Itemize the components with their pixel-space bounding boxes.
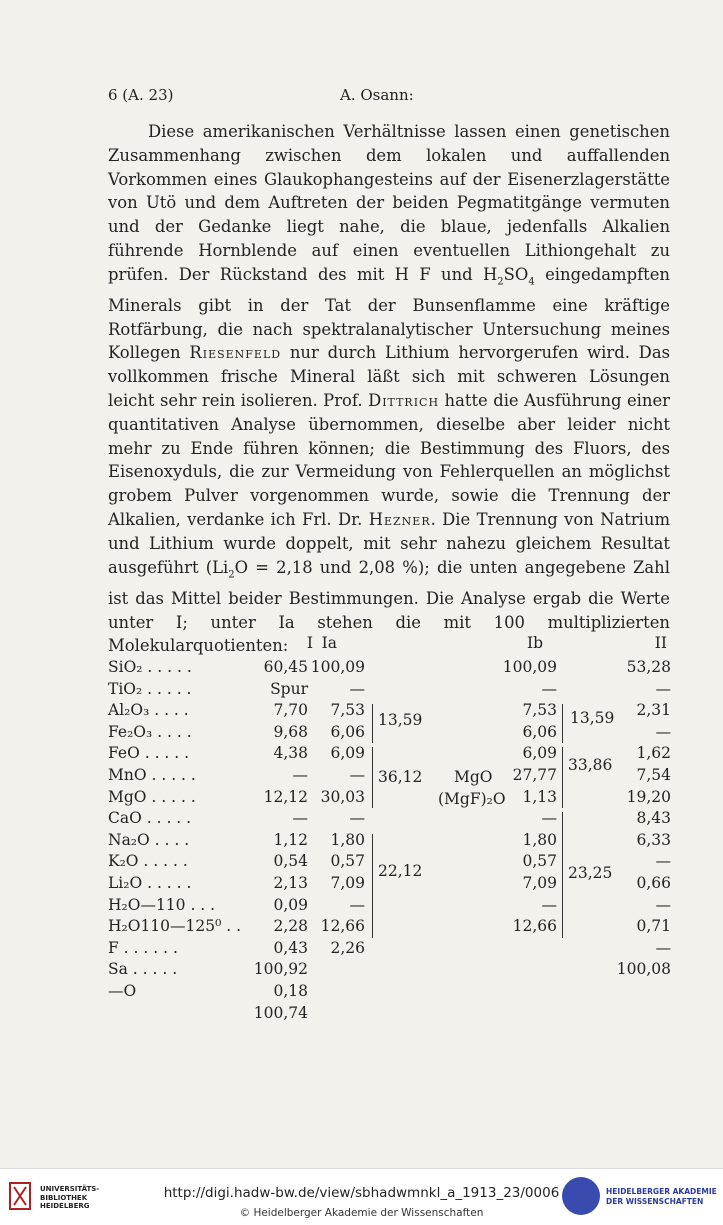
value-II: 1,62 bbox=[636, 744, 671, 763]
value-Ia: — bbox=[349, 895, 365, 914]
value-II: 100,08 bbox=[616, 960, 671, 979]
row-label: CaO . . . . . bbox=[108, 809, 192, 828]
value-I: Spur bbox=[270, 679, 308, 698]
value-Ia: 7,09 bbox=[330, 874, 365, 892]
mgf-label: (MgF)₂O bbox=[438, 789, 506, 808]
value-Ia: 2,26 bbox=[330, 938, 365, 957]
academy-seal-icon bbox=[562, 1177, 600, 1215]
value-Ib: 1,13 bbox=[522, 787, 557, 806]
row-label: MnO . . . . . bbox=[108, 766, 196, 784]
value-Ib: — bbox=[541, 895, 557, 914]
brace bbox=[368, 704, 373, 743]
value-Ia: — bbox=[349, 679, 365, 698]
value-Ib: — bbox=[541, 809, 557, 828]
column-header-I: I bbox=[306, 634, 313, 652]
value-I: 0,09 bbox=[273, 895, 308, 914]
group-sum-ia-2: 36,12 bbox=[378, 768, 423, 786]
value-I: — bbox=[292, 809, 308, 828]
value-Ia: 30,03 bbox=[320, 787, 365, 806]
value-I: 4,38 bbox=[273, 744, 308, 763]
value-I: 0,43 bbox=[273, 938, 308, 957]
page-number: 6 (A. 23) bbox=[108, 86, 174, 104]
value-I: — bbox=[292, 766, 308, 784]
brace bbox=[368, 747, 373, 808]
row-label: Sa . . . . . bbox=[108, 960, 178, 979]
value-II: 0,66 bbox=[636, 874, 671, 892]
column-header-II: II bbox=[654, 634, 667, 652]
value-Ia: 100,09 bbox=[310, 658, 365, 676]
row-label: MgO . . . . . bbox=[108, 787, 196, 806]
group-sum-ia-1: 13,59 bbox=[378, 711, 423, 730]
value-Ib: 0,57 bbox=[522, 852, 557, 871]
value-I: 0,54 bbox=[273, 852, 308, 871]
value-Ia: 6,09 bbox=[330, 744, 365, 763]
value-I: 9,68 bbox=[273, 722, 308, 741]
value-Ib: 27,77 bbox=[512, 766, 557, 784]
value-Ia: — bbox=[349, 766, 365, 784]
value-I: 100,92 bbox=[253, 960, 308, 979]
mgo-label: MgO bbox=[454, 768, 493, 786]
value-I: 12,12 bbox=[263, 787, 308, 806]
brace bbox=[558, 704, 563, 743]
value-Ia: 6,06 bbox=[330, 722, 365, 741]
group-sum-ia-3: 22,12 bbox=[378, 862, 423, 881]
name-hezner: Hezner bbox=[368, 510, 431, 530]
value-I: 2,13 bbox=[273, 874, 308, 892]
value-I: 7,70 bbox=[273, 701, 308, 720]
row-label: —O bbox=[108, 982, 137, 1000]
row-label: Al₂O₃ . . . . bbox=[108, 701, 189, 720]
para-text-3: nur durch Lithium hervorgerufen wird. Das vollkommen frische Mineral läßt sich mit schweren Lösungen leicht sehr rein isolieren. Prof. bbox=[108, 343, 670, 411]
source-url[interactable]: http://digi.hadw-bw.de/view/sbhadwmnkl_a_1913_23/0006 bbox=[163, 1185, 560, 1201]
value-II: — bbox=[655, 679, 671, 698]
value-II: — bbox=[655, 938, 671, 957]
value-I: 60,45 bbox=[263, 658, 308, 676]
value-Ia: 12,66 bbox=[320, 917, 365, 936]
group-sum-ib-1: 13,59 bbox=[570, 709, 615, 728]
copyright-notice: © Heidelberger Akademie der Wissenschaften bbox=[239, 1207, 484, 1219]
university-library-text: UNIVERSITÄTS- BIBLIOTHEK HEIDELBERG bbox=[40, 1185, 100, 1210]
column-header-Ib: Ib bbox=[526, 634, 543, 652]
row-label: F . . . . . . bbox=[108, 938, 178, 957]
name-dittrich: Dittrich bbox=[368, 391, 440, 411]
value-II: 7,54 bbox=[636, 766, 671, 784]
row-label: H₂O—110 . . . bbox=[108, 895, 216, 914]
value-Ib: — bbox=[541, 679, 557, 698]
value-Ib: 6,09 bbox=[522, 744, 557, 763]
value-II: — bbox=[655, 722, 671, 741]
value-I: 1,12 bbox=[273, 830, 308, 849]
group-sum-ib-2: 33,86 bbox=[568, 756, 613, 775]
value-Ib: 12,66 bbox=[512, 917, 557, 936]
value-II: — bbox=[655, 895, 671, 914]
value-Ia: 1,80 bbox=[330, 830, 365, 849]
value-II: — bbox=[655, 852, 671, 871]
row-label: SiO₂ . . . . . bbox=[108, 658, 192, 676]
value-Ia: 7,53 bbox=[330, 701, 365, 720]
row-label: Fe₂O₃ . . . . bbox=[108, 722, 192, 741]
value-I: 0,18 bbox=[273, 982, 308, 1000]
group-sum-ib-3: 23,25 bbox=[568, 864, 613, 883]
brace bbox=[558, 747, 563, 808]
value-Ib: 7,53 bbox=[522, 701, 557, 720]
brace bbox=[368, 834, 373, 938]
value-Ib: 6,06 bbox=[522, 722, 557, 741]
value-I: 2,28 bbox=[273, 917, 308, 936]
row-label: H₂O110—125⁰ . . bbox=[108, 917, 242, 936]
value-I: 100,74 bbox=[253, 1003, 308, 1022]
value-II: 6,33 bbox=[636, 830, 671, 849]
body-paragraph: Diese amerikanischen Verhältnisse lassen einen genetischen Zusammenhang zwischen dem lokalen und auffallenden Vorkommen eines Glaukophangesteins auf der Eisenerzlagerstätte von Utö und dem Auftreten der beiden Pegmatitgänge vermuten und der Gedanke liegt nahe, die blaue, jedenfalls Alkalien führende Hornblende auf einen eventuellen Lithiongehalt zu prüfen. Der Rückstand des mit H F und $H_2SO_4$ eingedampften Minerals gibt in der Tat der Bunsenflamme eine kräftige Rotfärbung, die nach spektralanalytischer Untersuchung meines Kollegen Riesenfeld nur durch Lithium hervorgerufen wird. Das vollkommen frische Mineral läßt sich mit schweren Lösungen leicht sehr rein isolieren. Prof. Dittrich hatte die Ausführung einer quantitativen Analyse übernommen, dieselbe aber leider nicht mehr zu Ende führen können; die Bestimmung des Fluors, des Eisenoxyduls, die zur Vermeidung von Fehlerquellen an möglichst grobem Pulver vorgenommen wurde, sowie die Trennung der Alkalien, verdanke ich Frl. Dr. Hezner. Die Trennung von Natrium und Lithium wurde doppelt, mit sehr nahezu gleichem Resultat ausgeführt ($Li_2O = 2,18$ und 2,08 %); die unten angegebene Zahl ist das Mittel beider Bestimmungen. Die Analyse ergab die Werte unter I; unter Ia stehen die mit 100 multiplizierten Molekularquotienten: bbox=[108, 122, 670, 656]
value-Ia: 0,57 bbox=[330, 852, 365, 871]
value-II: 2,31 bbox=[636, 701, 671, 720]
para-text-5: . Die Trennung von Natrium und Lithium wurde doppelt, mit sehr nahezu gleichem Resultat ausgeführt (Li bbox=[108, 510, 670, 577]
row-label: TiO₂ . . . . . bbox=[108, 679, 192, 698]
row-label: K₂O . . . . . bbox=[108, 852, 188, 871]
value-Ib: 1,80 bbox=[522, 830, 557, 849]
value-Ia: — bbox=[349, 809, 365, 828]
column-header-Ia: Ia bbox=[321, 634, 337, 652]
footer-bar bbox=[0, 1168, 723, 1225]
brace bbox=[558, 812, 563, 938]
value-Ib: 100,09 bbox=[502, 658, 557, 676]
running-head-author: A. Osann: bbox=[340, 86, 414, 104]
para-text-6: O = 2,18 und 2,08 %); die unten angegebene Zahl ist das Mittel beider Bestimmungen. Die Analyse ergab die Werte unter I; unter Ia stehen die mit 100 multiplizierten Molekularquotienten: bbox=[108, 557, 670, 656]
para-text-4: hatte die Ausführung einer quantitativen Analyse übernommen, dieselbe aber leider nicht mehr zu Ende führen können; die Bestimmung des Fluors, des Eisenoxyduls, die zur Vermeidung von Fehlerquellen an möglichst grobem Pulver vorgenommen wurde, sowie die Trennung der Alkalien, verdanke ich Frl. Dr. bbox=[108, 391, 670, 530]
value-II: 0,71 bbox=[636, 917, 671, 936]
row-label: FeO . . . . . bbox=[108, 744, 190, 763]
row-label: Li₂O . . . . . bbox=[108, 874, 192, 892]
value-Ib: 7,09 bbox=[522, 874, 557, 892]
academy-name: HEIDELBERGER AKADEMIE DER WISSENSCHAFTEN bbox=[606, 1187, 717, 1206]
name-riesenfeld: Riesenfeld bbox=[189, 343, 282, 363]
row-label: Na₂O . . . . bbox=[108, 830, 190, 849]
para-text-1: Diese amerikanischen Verhältnisse lassen einen genetischen Zusammenhang zwischen dem lokalen und auffallenden Vorkommen eines Glaukophangesteins auf der Eisenerzlagerstätte von Utö und dem Auftreten der beiden Pegmatitgänge vermuten und der Gedanke liegt nahe, die blaue, jedenfalls Alkalien führende Hornblende auf einen eventuellen Lithiongehalt zu prüfen. Der Rückstand des mit H F und H bbox=[108, 122, 670, 284]
value-II: 53,28 bbox=[626, 658, 671, 676]
value-II: 19,20 bbox=[626, 787, 671, 806]
value-II: 8,43 bbox=[636, 809, 671, 828]
para-text-2: eingedampften Minerals gibt in der Tat der Bunsenflamme eine kräftige Rotfärbung, die nach spektralanalytischer Untersuchung meines Kollegen bbox=[108, 264, 670, 363]
